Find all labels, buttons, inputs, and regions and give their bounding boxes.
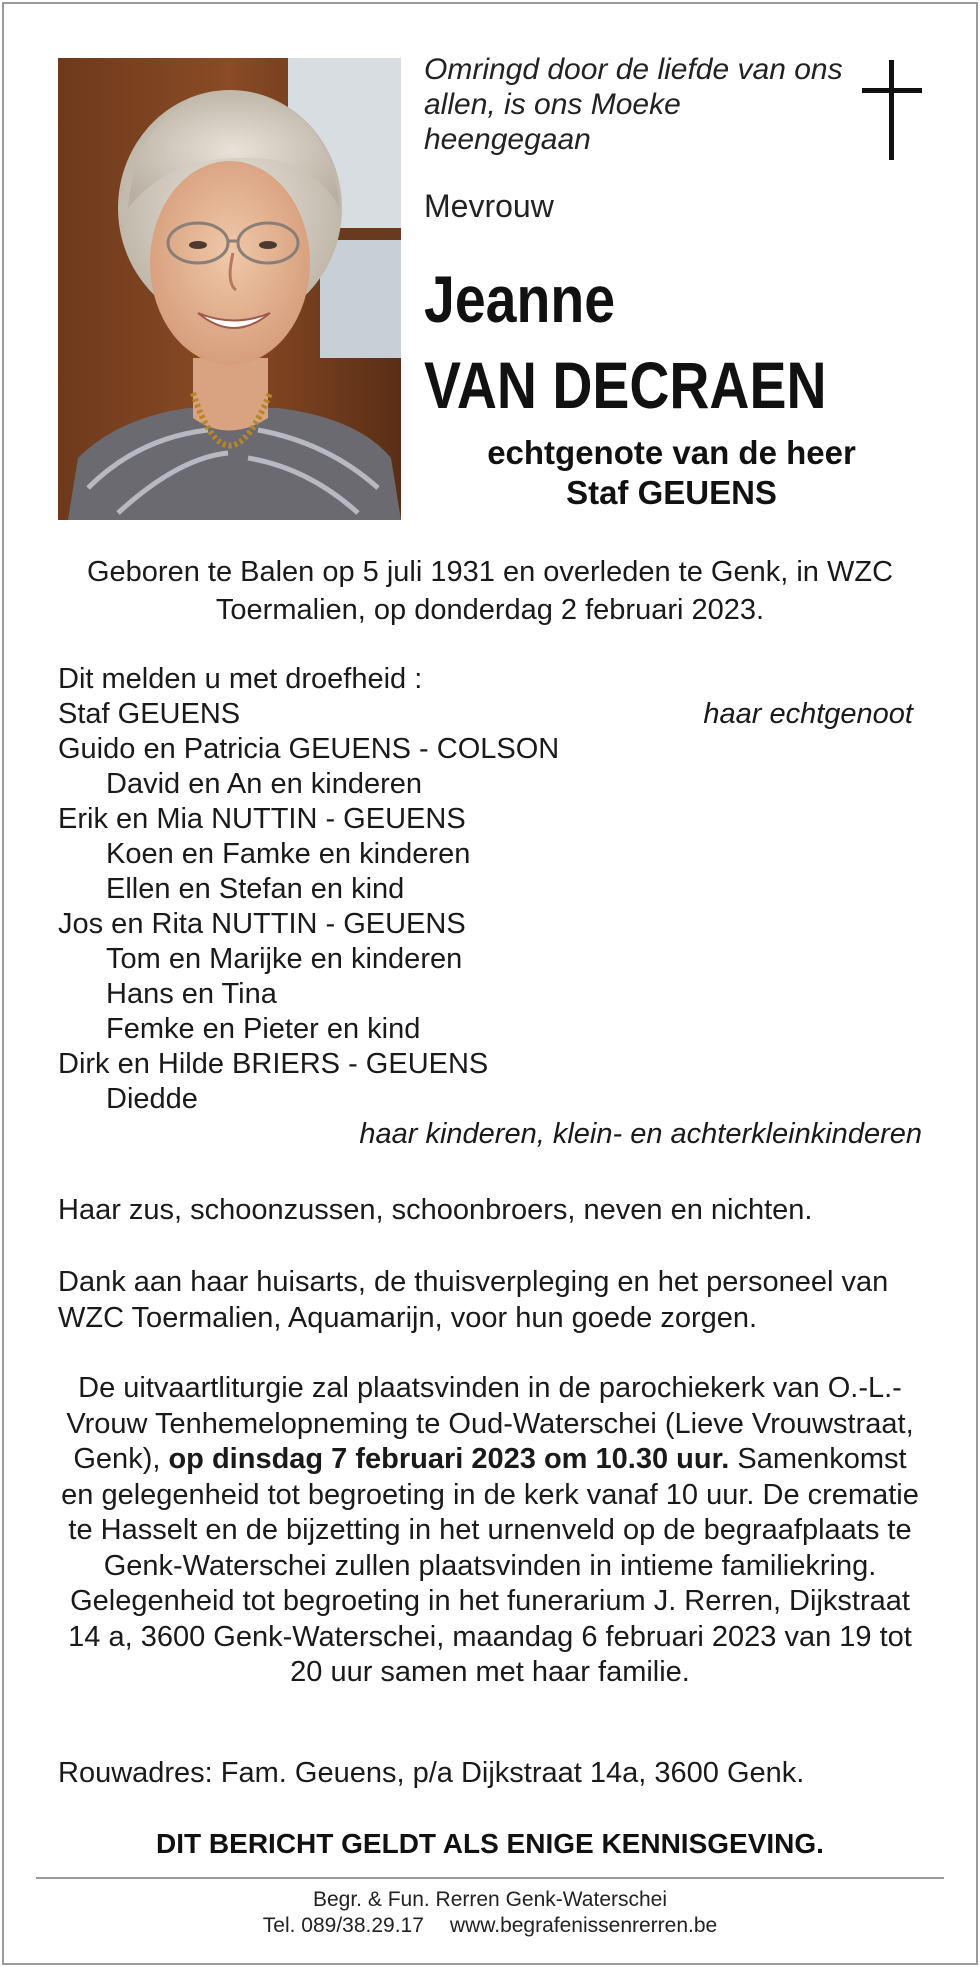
funeral-text-1: De uitvaartliturgie zal plaatsvinden in de parochiekerk van O.-L.-Vrouw Tenhemelopneming te Oud-Waterschei (Lieve Vrouwstraat, Genk), <box>66 1372 914 1475</box>
first-name: Jeanne <box>424 262 616 336</box>
contact-line <box>36 1913 944 1939</box>
family-member: Erik en Mia NUTTIN - GEUENS <box>58 803 466 835</box>
website-link[interactable]: www.begrafenissenrerren.be <box>449 1914 718 1937</box>
visitation-text: Gelegenheid tot begroeting in het funerarium J. Rerren, Dijkstraat 14 a, 3600 Genk-Waterschei, maandag 6 februari 2023 van 19 tot 20 uur samen met haar familie. <box>68 1585 912 1688</box>
family-member: Jos en Rita NUTTIN - GEUENS <box>58 908 466 940</box>
funeral-details <box>58 1371 922 1691</box>
cross-icon <box>862 60 922 160</box>
relatives-text: Haar zus, schoonzussen, schoonbroers, neven en nichten. <box>58 1194 813 1226</box>
family-member: Hans en Tina <box>106 978 277 1010</box>
birth-death-text: Geboren te Balen op 5 juli 1931 en overleden te Genk, in WZC Toermalien, op donderdag 2 februari 2023. <box>86 556 894 626</box>
last-name: VAN DECRAEN <box>424 348 827 422</box>
spouse-info <box>424 433 919 513</box>
honorific: Mevrouw <box>424 188 554 224</box>
spouse-line-1: echtgenote van de heer <box>487 434 856 471</box>
family-member: Guido en Patricia GEUENS - COLSON <box>58 733 560 765</box>
thanks-text: Dank aan haar huisarts, de thuisverpleging en het personeel van WZC Toermalien, Aquamarijn, voor hun goede zorgen. <box>58 1266 889 1334</box>
family-member: Koen en Famke en kinderen <box>106 838 471 870</box>
spouse-line-2: Staf GEUENS <box>566 474 777 511</box>
footer-divider <box>36 1877 944 1879</box>
children-role: haar kinderen, klein- en achterkleinkinderen <box>359 1118 922 1150</box>
funeral-company: Begr. & Fun. Rerren Genk-Waterschei <box>312 1888 668 1911</box>
mourning-address: Rouwadres: Fam. Geuens, p/a Dijkstraat 14a, 3600 Genk. <box>58 1757 805 1789</box>
portrait-photo <box>58 58 401 520</box>
family-member: David en An en kinderen <box>106 768 422 800</box>
family-member: Femke en Pieter en kind <box>106 1013 421 1045</box>
family-member: Dirk en Hilde BRIERS - GEUENS <box>58 1048 489 1080</box>
funeral-date: op dinsdag 7 februari 2023 om 10.30 uur. <box>168 1443 730 1475</box>
funeral-text-2: Samenkomst en gelegenheid tot begroeting in de kerk vanaf 10 uur. De crematie te Hasselt en de bijzetting in het urnenveld op de begraafplaats te Genk-Waterschei zullen plaatsvinden in intieme familiekring. <box>61 1443 919 1582</box>
family-member: Ellen en Stefan en kind <box>106 873 405 905</box>
husband-row <box>58 697 922 732</box>
family-intro: Dit melden u met droefheid : <box>58 663 423 695</box>
deceased-name <box>424 256 826 428</box>
family-list <box>58 662 922 1152</box>
family-member: Tom en Marijke en kinderen <box>106 943 463 975</box>
intro-text: Omringd door de liefde van ons allen, is ons Moeke heengegaan <box>424 53 843 156</box>
family-member: Diedde <box>106 1083 198 1115</box>
notice-text: DIT BERICHT GELDT ALS ENIGE KENNISGEVING. <box>156 1828 824 1859</box>
footer <box>36 1887 944 1939</box>
phone-number: Tel. 089/38.29.17 <box>262 1914 424 1937</box>
husband-role: haar echtgenoot <box>703 698 913 730</box>
husband-name: Staf GEUENS <box>58 698 241 730</box>
